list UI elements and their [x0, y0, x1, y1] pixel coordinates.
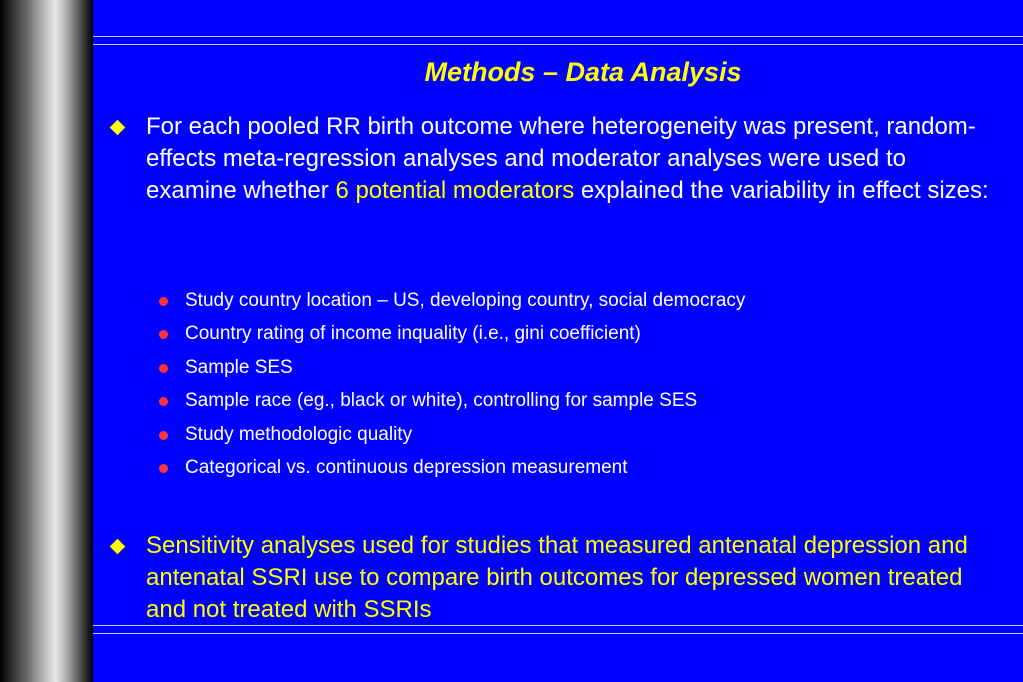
bottom-divider-line-secondary	[93, 633, 1023, 634]
bullet-text: Sensitivity analyses used for studies that measured antenatal depression and antenatal SSRI use to compare birth outcomes for depressed women treated and not treated with SSRIs	[146, 532, 968, 623]
moderator-list	[157, 285, 977, 485]
dot-bullet-icon	[159, 464, 168, 473]
list-item	[157, 385, 977, 418]
bullet-text-highlight: 6 potential moderators	[335, 177, 575, 204]
diamond-bullet-icon	[110, 539, 126, 555]
bullet-text	[146, 111, 996, 207]
list-item-label: Study country location – US, developing country, social democracy	[185, 290, 746, 311]
bullet-text-before: For each pooled RR birth outcome where heterogeneity was present, random-effects meta-regression analyses and moderator analyses were used to examine whether	[146, 113, 976, 204]
top-divider-line-secondary	[93, 44, 1023, 45]
bullet-text-after: explained the variability in effect sizes:	[574, 177, 989, 204]
list-item-label: Country rating of income inquality (i.e., gini coefficient)	[185, 323, 641, 345]
list-item-label: Sample race (eg., black or white), controlling for sample SES	[185, 390, 698, 412]
slide-title: Methods – Data Analysis	[424, 57, 742, 87]
gradient-sidebar	[0, 0, 93, 682]
list-item	[157, 352, 977, 385]
dot-bullet-icon	[159, 364, 168, 373]
list-item	[157, 419, 977, 452]
list-item	[157, 318, 977, 351]
list-item	[157, 452, 977, 485]
list-item-label: Categorical vs. continuous depression measurement	[185, 456, 628, 478]
dot-bullet-icon	[159, 297, 168, 306]
dot-bullet-icon	[159, 330, 168, 339]
list-item-label: Sample SES	[185, 356, 293, 378]
list-item-label: Study methodologic quality	[185, 423, 413, 445]
dot-bullet-icon	[159, 397, 168, 406]
dot-bullet-icon	[159, 431, 168, 440]
diamond-bullet-icon	[110, 120, 126, 136]
top-divider-line	[93, 36, 1023, 37]
bottom-divider-line	[93, 625, 1023, 626]
list-item	[157, 285, 977, 318]
